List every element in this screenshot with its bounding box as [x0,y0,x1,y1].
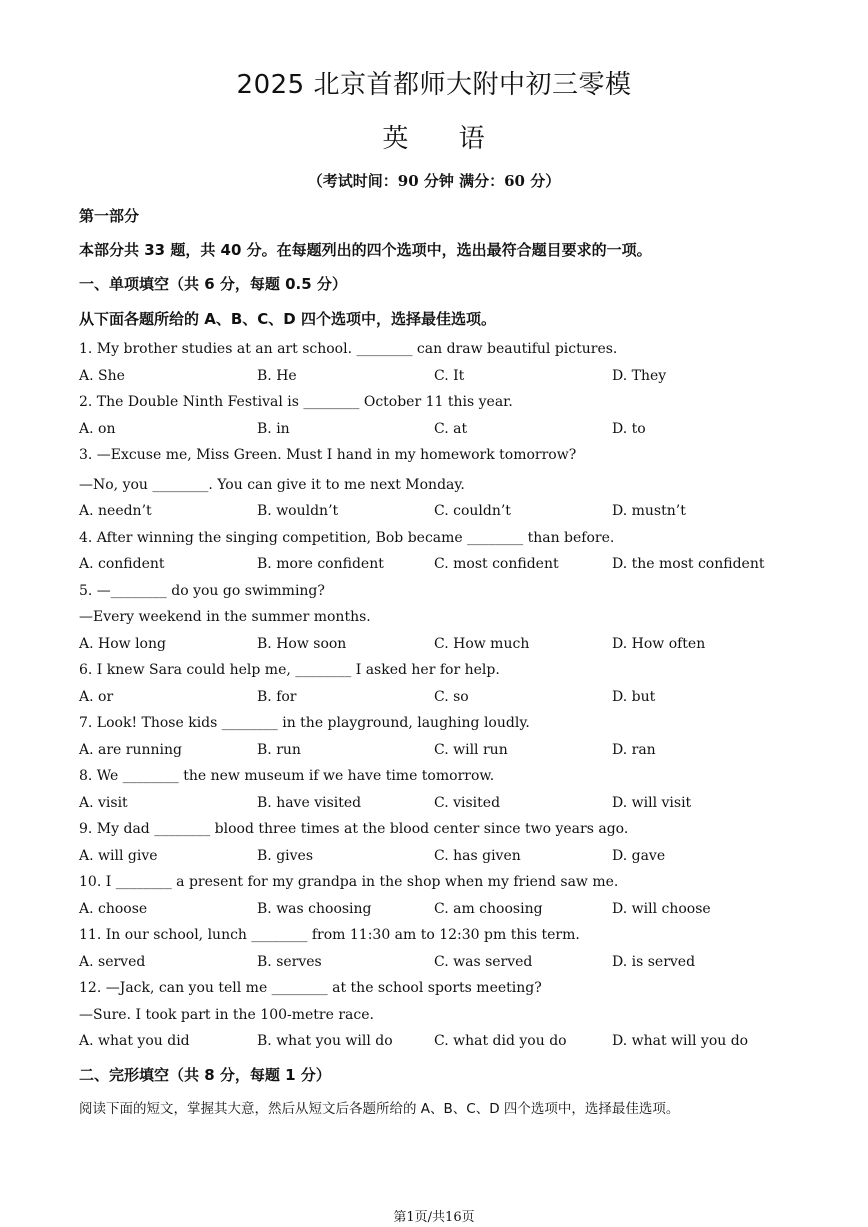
answer-option[interactable]: D. is served [612,953,696,970]
answer-option[interactable]: A. How long [79,635,166,652]
section2-instructions: 阅读下面的短文，掌握其大意，然后从短文后各题所给的 A、B、C、D 四个选项中，选择最佳选项。 [79,1100,680,1117]
answer-option[interactable]: D. but [612,688,656,705]
answer-option[interactable]: B. more confident [257,556,384,572]
answer-option[interactable]: D. gave [612,847,666,864]
answer-option[interactable]: C. It [434,367,465,384]
answer-option[interactable]: A. served [79,953,146,970]
question-text: 7. Look! Those kids ________ in the playground, laughing loudly. [79,715,530,731]
answer-option[interactable]: B. He [257,367,297,384]
answer-option[interactable]: D. the most confident [612,556,765,572]
answer-option[interactable]: D. mustn’t [612,503,686,519]
answer-option[interactable]: C. couldn’t [434,503,511,519]
answer-option[interactable]: C. most confident [434,556,559,572]
answer-option[interactable]: B. gives [257,847,314,864]
question-text: 3. —Excuse me, Miss Green. Must I hand in my homework tomorrow? [79,447,577,463]
answer-option[interactable]: B. run [257,741,301,758]
question-text: 12. —Jack, can you tell me ________ at the school sports meeting? [79,980,542,996]
part-intro: 本部分共 33 题，共 40 分。在每题列出的四个选项中，选出最符合题目要求的一项。 [79,241,652,259]
answer-option[interactable]: D. They [612,367,667,384]
answer-option[interactable]: C. will run [434,741,508,758]
answer-option[interactable]: C. How much [434,635,530,652]
page-footer: 第1页/共16页 [393,1210,475,1225]
answer-option[interactable]: D. to [612,420,646,437]
part-heading: 第一部分 [79,207,140,225]
section1-instructions: 从下面各题所给的 A、B、C、D 四个选项中，选择最佳选项。 [79,310,496,328]
answer-option[interactable]: B. serves [257,953,322,970]
answer-option[interactable]: C. was served [434,953,533,970]
answer-option[interactable]: D. How often [612,635,706,652]
question-text: 4. After winning the singing competition, Bob became ________ than before. [79,529,615,546]
answer-option[interactable]: A. on [79,420,116,437]
answer-option[interactable]: B. How soon [257,635,347,652]
exam-title: 2025 北京首都师大附中初三零模 [236,70,632,100]
answer-option[interactable]: B. was choosing [257,900,372,917]
answer-option[interactable]: B. for [257,688,297,705]
answer-option[interactable]: C. visited [434,794,501,811]
question-text: —Every weekend in the summer months. [79,609,371,625]
answer-option[interactable]: A. needn’t [79,503,152,519]
question-text: 6. I knew Sara could help me, ________ I asked her for help. [79,662,500,678]
answer-option[interactable]: B. have visited [257,794,362,811]
answer-option[interactable]: A. choose [79,900,148,917]
answer-option[interactable]: B. what you will do [257,1033,393,1049]
answer-option[interactable]: C. am choosing [434,900,543,917]
answer-option[interactable]: A. what you did [79,1033,190,1049]
answer-option[interactable]: D. will visit [612,794,692,811]
subject-title: 英 语 [382,124,486,154]
question-text: 1. My brother studies at an art school. ________ can draw beautiful pictures. [79,341,618,357]
answer-option[interactable]: D. what will you do [612,1033,749,1049]
answer-option[interactable]: A. will give [79,847,158,864]
answer-option[interactable]: A. confident [79,556,165,572]
section1-title: 一、单项填空（共 6 分，每题 0.5 分） [79,275,347,293]
answer-option[interactable]: C. at [434,420,468,437]
answer-option[interactable]: A. visit [79,794,128,811]
answer-option[interactable]: B. in [257,420,290,437]
answer-option[interactable]: A. or [79,688,114,705]
answer-option[interactable]: D. will choose [612,900,711,917]
section2-title: 二、完形填空（共 8 分，每题 1 分） [79,1065,331,1084]
answer-option[interactable]: A. are running [79,741,182,758]
exam-meta: （考试时间：90 分钟 满分：60 分） [307,172,561,190]
question-text: 11. In our school, lunch ________ from 11:30 am to 12:30 pm this term. [79,927,580,943]
answer-option[interactable]: C. has given [434,847,521,864]
question-text: 8. We ________ the new museum if we have time tomorrow. [79,768,495,784]
question-text: 10. I ________ a present for my grandpa in the shop when my friend saw me. [79,874,619,890]
question-text: 9. My dad ________ blood three times at the blood center since two years ago. [79,821,629,837]
answer-option[interactable]: A. She [79,367,125,384]
question-text: —Sure. I took part in the 100-metre race. [79,1006,374,1023]
answer-option[interactable]: B. wouldn’t [257,503,339,519]
answer-option[interactable]: D. ran [612,741,656,758]
question-text: —No, you ________. You can give it to me next Monday. [79,476,465,493]
answer-option[interactable]: C. what did you do [434,1033,567,1049]
question-text: 2. The Double Ninth Festival is ________ October 11 this year. [79,394,513,410]
answer-option[interactable]: C. so [434,688,469,705]
question-text: 5. —________ do you go swimming? [79,582,325,599]
